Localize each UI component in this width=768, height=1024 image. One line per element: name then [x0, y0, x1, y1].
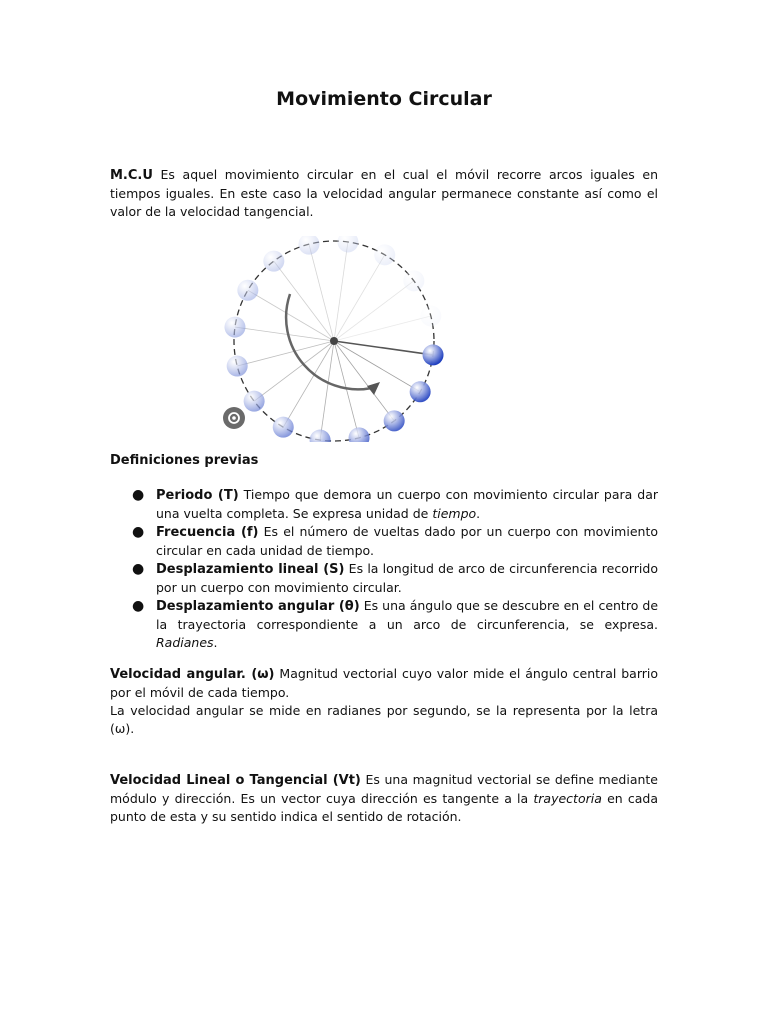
- radius-line: [334, 341, 433, 355]
- moving-ball: [227, 356, 248, 377]
- moving-ball: [403, 270, 424, 291]
- angular-velocity-paragraph: [110, 665, 658, 738]
- moving-ball: [410, 381, 431, 402]
- definition-term: Periodo (T): [156, 488, 239, 503]
- definition-term: Frecuencia (f): [156, 525, 259, 540]
- bullet-icon: ●: [132, 487, 145, 503]
- lens-icon[interactable]: [223, 407, 245, 429]
- radius-line: [309, 244, 334, 341]
- bullet-icon: ●: [132, 598, 145, 614]
- radius-line: [320, 341, 334, 440]
- definitions-list: [110, 486, 658, 652]
- page-title: Movimiento Circular: [276, 88, 492, 110]
- intro-term: M.C.U: [110, 168, 153, 183]
- radius-line: [334, 281, 414, 341]
- definition-emphasis: Radianes: [156, 635, 214, 650]
- radius-line: [274, 261, 334, 341]
- radius-line: [283, 341, 334, 427]
- moving-ball: [384, 410, 405, 431]
- moving-ball: [298, 236, 319, 255]
- definition-term: Desplazamiento angular (θ): [156, 599, 360, 614]
- radius-line: [235, 327, 334, 341]
- definition-tail: .: [476, 506, 481, 521]
- moving-ball: [349, 427, 370, 442]
- moving-ball: [420, 305, 441, 326]
- moving-ball: [423, 344, 444, 365]
- circular-motion-figure: [212, 236, 456, 442]
- definition-text: Es el número de vueltas dado por un cuerpo con movimiento circular en cada unidad de tiempo.: [156, 524, 658, 558]
- definitions-heading: Definiciones previas: [110, 453, 259, 468]
- moving-ball: [273, 417, 294, 438]
- linear-velocity-paragraph: [110, 771, 658, 826]
- rotation-arrowhead: [367, 382, 380, 395]
- moving-ball: [263, 251, 284, 272]
- definition-text: Tiempo que demora un cuerpo con movimiento circular para dar una vuelta completa. Se expresa unidad de: [156, 487, 659, 521]
- radius-line: [237, 341, 334, 366]
- radius-line: [248, 290, 334, 341]
- intro-text: Es aquel movimiento circular en el cual el móvil recorre arcos iguales en tiempos iguales. En este caso la velocidad angular permanece constante así como el valor de la velocidad tangencial.: [110, 167, 658, 219]
- center-point: [330, 337, 338, 345]
- moving-ball: [224, 317, 245, 338]
- moving-ball: [244, 391, 265, 412]
- definition-text: Es la longitud de arco de circunferencia recorrido por un cuerpo con movimiento circular.: [156, 561, 658, 595]
- bullet-icon: ●: [132, 561, 145, 577]
- definition-text: Es una ángulo que se descubre en el centro de la trayectoria correspondiente a un arco de circunferencia, se expresa.: [156, 598, 659, 632]
- angular-velocity-term: Velocidad angular. (ω): [110, 667, 275, 682]
- definition-item: [110, 597, 658, 652]
- moving-ball: [337, 236, 358, 252]
- bullet-icon: ●: [132, 524, 145, 540]
- definition-term: Desplazamiento lineal (S): [156, 562, 345, 577]
- linear-velocity-emphasis: trayectoria: [533, 791, 602, 806]
- definition-tail: .: [213, 635, 218, 650]
- definition-emphasis: tiempo: [432, 506, 477, 521]
- linear-velocity-text: Es una magnitud vectorial se define mediante módulo y dirección. Es un vector cuya dirección es tangente a la: [110, 772, 658, 806]
- definition-item: [110, 486, 658, 523]
- intro-paragraph: [110, 166, 658, 221]
- moving-ball: [310, 430, 331, 442]
- definition-item: [110, 560, 658, 597]
- radius-line: [334, 341, 394, 421]
- moving-ball: [237, 280, 258, 301]
- linear-velocity-term: Velocidad Lineal o Tangencial (Vt): [110, 773, 361, 788]
- radius-line: [334, 255, 385, 341]
- linear-velocity-text-end: en cada punto de esta y su sentido indica el sentido de rotación.: [110, 791, 659, 824]
- moving-ball: [374, 244, 395, 265]
- radius-line: [334, 242, 348, 341]
- angular-velocity-line2: La velocidad angular se mide en radianes por segundo, se la representa por la letra (ω).: [110, 703, 658, 736]
- angular-velocity-text: Magnitud vectorial cuyo valor mide el ángulo central barrio por el móvil de cada tiempo.: [110, 666, 658, 700]
- definition-item: [110, 523, 658, 560]
- radius-line: [334, 316, 431, 341]
